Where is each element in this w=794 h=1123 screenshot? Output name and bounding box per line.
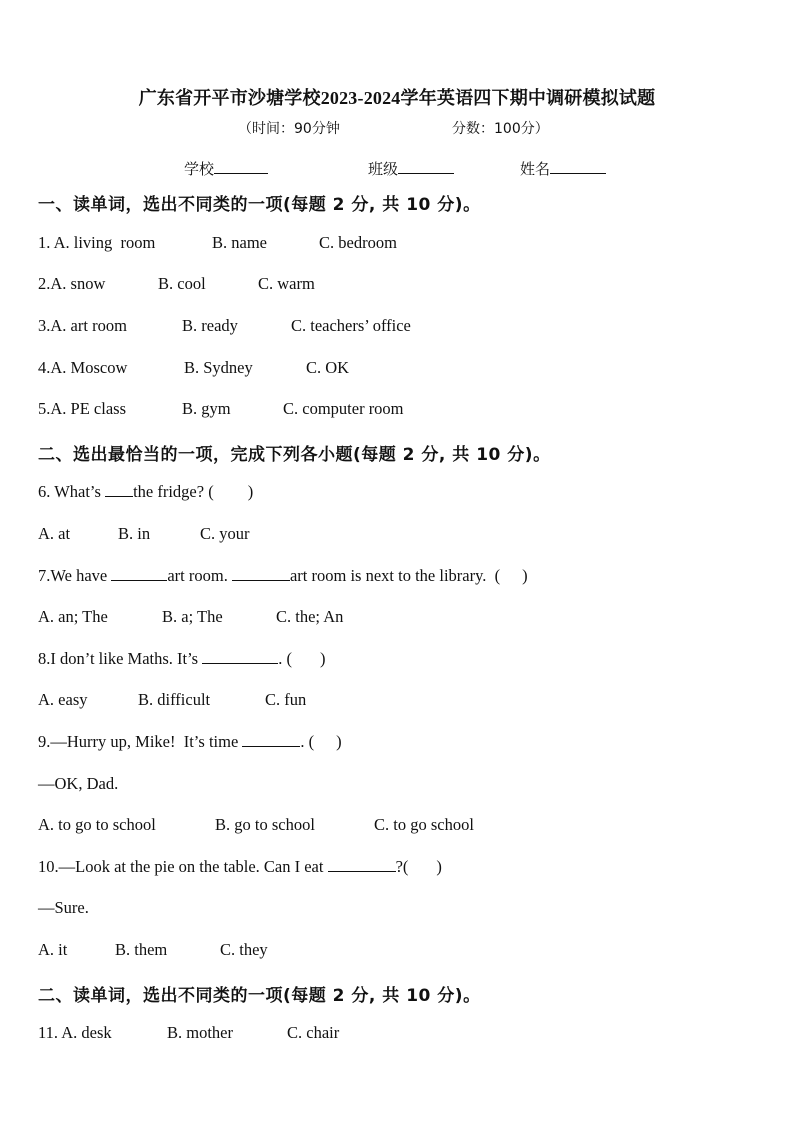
question-8-option-c: C. fun	[265, 690, 307, 709]
question-8-text-start: 8.I don’t like Maths. It’s	[38, 649, 203, 668]
question-10-option-b: B. them	[115, 940, 168, 959]
question-6-paren-close: )	[247, 482, 254, 501]
question-10-blank[interactable]	[328, 857, 396, 872]
question-9-text-end: . (	[300, 732, 315, 751]
question-4-option-a: 4.A. Moscow	[38, 358, 128, 377]
question-9-stem	[38, 732, 342, 752]
question-10-option-c: C. they	[220, 940, 268, 959]
question-8-option-b: B. difficult	[138, 690, 211, 709]
question-9-option-a: A. to go to school	[38, 815, 156, 834]
question-7-stem	[38, 566, 528, 586]
exam-title: 广东省开平市沙塘学校2023-2024学年英语四下期中调研模拟试题	[138, 88, 656, 108]
question-7-text-start: 7.We have	[38, 566, 112, 585]
question-9-option-b: B. go to school	[215, 815, 315, 834]
question-7-text-mid: art room.	[167, 566, 232, 585]
question-8-text-end: . (	[278, 649, 292, 668]
question-11-option-b: B. mother	[167, 1023, 233, 1042]
question-1-option-a: 1. A. living room	[38, 233, 156, 252]
section-1-heading: 一、读单词，选出不同类的一项(每题 2 分, 共 10 分)。	[38, 195, 481, 215]
question-5-option-a: 5.A. PE class	[38, 399, 126, 418]
question-10-text-start: 10.—Look at the pie on the table. Can I eat	[38, 857, 328, 876]
question-8-option-a: A. easy	[38, 690, 88, 709]
question-9-option-c: C. to go school	[374, 815, 474, 834]
question-7-option-b: B. a; The	[162, 607, 223, 626]
question-6-text-end: the fridge? (	[133, 482, 214, 501]
exam-score: 分数：100分）	[452, 121, 549, 137]
school-label: 学校	[184, 160, 215, 178]
question-9-reply: —OK, Dad.	[38, 774, 119, 793]
question-8-blank[interactable]	[202, 649, 278, 664]
question-7-text-end: art room is next to the library. (	[289, 566, 501, 585]
question-3-option-a: 3.A. art room	[38, 316, 127, 335]
question-7-option-c: C. the; An	[276, 607, 344, 626]
question-3-option-c: C. teachers’ office	[291, 316, 411, 335]
question-8-stem	[38, 649, 325, 669]
question-10-paren-close: )	[436, 857, 442, 876]
name-field	[520, 158, 606, 179]
question-10-reply: —Sure.	[38, 898, 89, 917]
section-3-heading: 二、读单词，选出不同类的一项(每题 2 分, 共 10 分)。	[38, 986, 481, 1006]
question-7-paren-close: )	[522, 566, 528, 585]
question-1-option-c: C. bedroom	[319, 233, 397, 252]
question-6-option-a: A. at	[38, 524, 71, 543]
question-4-option-c: C. OK	[306, 358, 350, 377]
class-field	[368, 158, 454, 179]
question-8-paren-close: )	[319, 649, 326, 668]
question-7-option-a: A. an; The	[38, 607, 108, 626]
question-6-stem	[38, 482, 253, 502]
name-label: 姓名	[520, 160, 551, 178]
question-9-text-start: 9.—Hurry up, Mike! It’s time	[38, 732, 243, 751]
school-field	[184, 158, 268, 179]
name-blank[interactable]	[550, 159, 606, 174]
question-5-option-b: B. gym	[182, 399, 231, 418]
question-2-option-a: 2.A. snow	[38, 274, 106, 293]
question-9-paren-close: )	[336, 732, 342, 751]
question-3-option-b: B. ready	[182, 316, 238, 335]
question-6-text-start: 6. What’s	[38, 482, 106, 501]
question-11-option-c: C. chair	[287, 1023, 340, 1042]
question-7-blank-2[interactable]	[232, 566, 290, 581]
school-blank[interactable]	[214, 159, 268, 174]
question-10-text-end: ?(	[395, 857, 409, 876]
question-5-option-c: C. computer room	[283, 399, 404, 418]
question-10-stem	[38, 857, 442, 877]
question-6-option-b: B. in	[118, 524, 151, 543]
question-2-option-c: C. warm	[258, 274, 315, 293]
section-2-heading: 二、选出最恰当的一项，完成下列各小题(每题 2 分, 共 10 分)。	[38, 445, 551, 465]
question-2-option-b: B. cool	[158, 274, 206, 293]
class-label: 班级	[368, 160, 399, 178]
question-10-option-a: A. it	[38, 940, 68, 959]
exam-time: （时间：90分钟	[238, 121, 340, 137]
question-7-blank-1[interactable]	[111, 566, 167, 581]
class-blank[interactable]	[398, 159, 454, 174]
question-6-option-c: C. your	[200, 524, 250, 543]
question-6-blank[interactable]	[105, 482, 133, 497]
question-9-blank[interactable]	[242, 732, 300, 747]
question-4-option-b: B. Sydney	[184, 358, 253, 377]
question-1-option-b: B. name	[212, 233, 267, 252]
question-11-option-a: 11. A. desk	[38, 1023, 112, 1042]
